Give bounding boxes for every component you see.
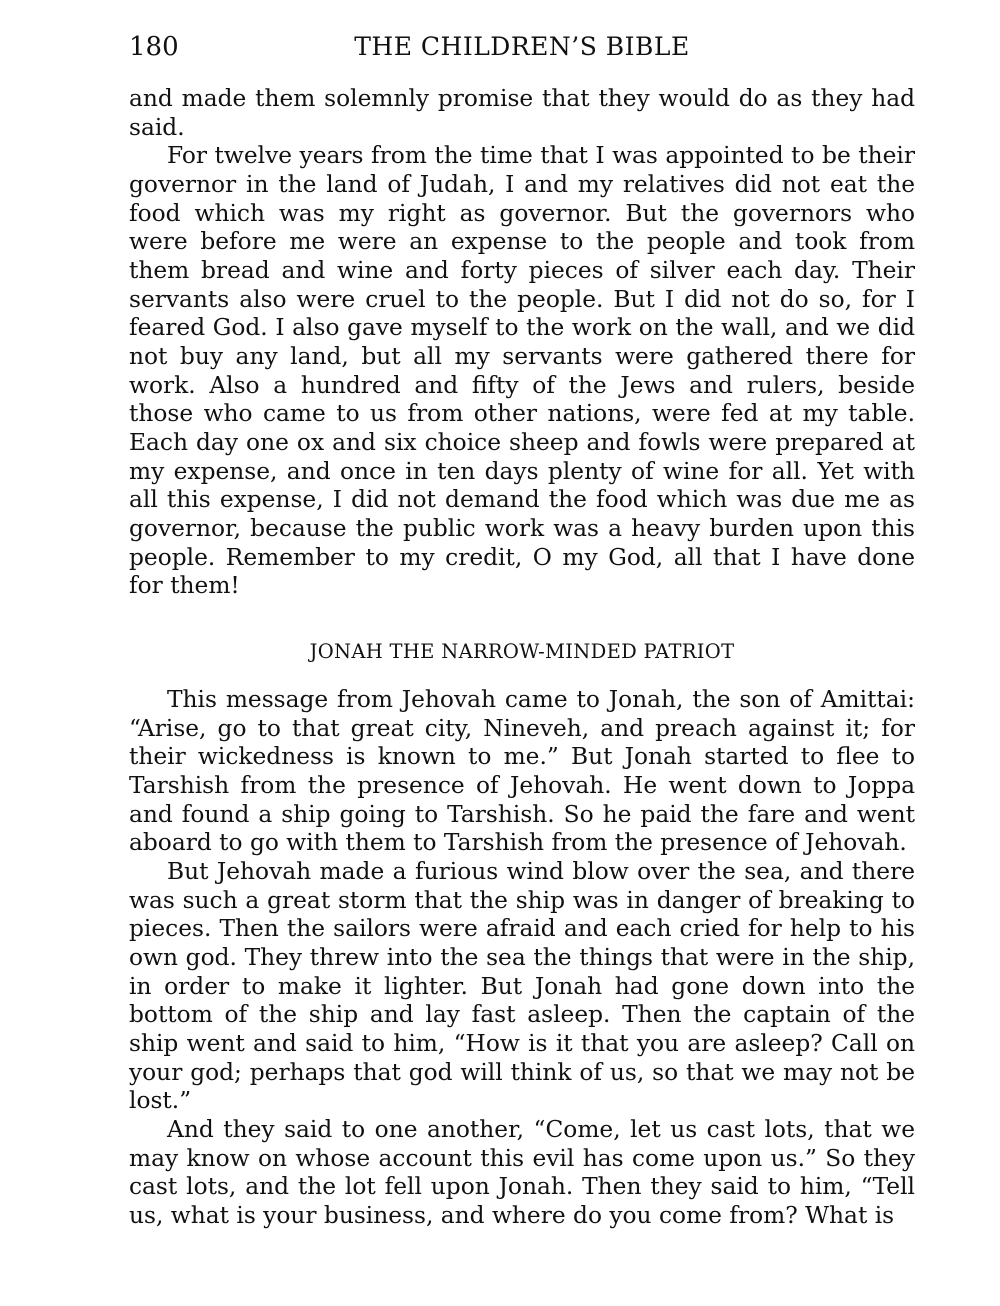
paragraph: For twelve years from the time that I was appointed to be their governor in the land of Judah, I and my relatives did not eat the food which was my right as governor. But the governors who were before me were an expense to the people and took from them bread and wine and forty pieces of silver each day. Their servants also were cruel to the people. But I did not do so, for I feared God. I also gave myself to the work on the wall, and we did not buy any land, but all my servants were gathered there for work. Also a hundred and fifty of the Jews and rulers, beside those who came to us from other nations, were fed at my table. Each day one ox and six choice sheep and fowls were prepared at my expense, and once in ten days plenty of wine for all. Yet with all this expense, I did not demand the food which was due me as governor, because the public work was a heavy burden upon this people. Remember to my credit, O my God, all that I have done for them!: [129, 142, 915, 600]
book-page: [129, 0, 915, 1229]
paragraph-continuation: and made them solemnly promise that they would do as they had said.: [129, 85, 915, 141]
running-title: THE CHILDREN’S BIBLE: [354, 32, 690, 61]
section-heading: JONAH THE NARROW-MINDED PATRIOT: [309, 640, 735, 663]
page-number: 180: [129, 32, 179, 62]
paragraph: This message from Jehovah came to Jonah, the son of Amittai: “Arise, go to that great city, Nineveh, and preach against it; for their wickedness is known to me.” But Jonah started to flee to Tarshish from the presence of Jehovah. He went down to Joppa and found a ship going to Tarshish. So he paid the fare and went aboard to go with them to Tarshish from the presence of Jehovah.: [129, 686, 915, 857]
top-section-text: [129, 85, 915, 601]
paragraph: And they said to one another, “Come, let us cast lots, that we may know on whose account this evil has come upon us.” So they cast lots, and the lot fell upon Jonah. Then they said to him, “Tell us, what is your business, and where do you come from? What is: [129, 1115, 915, 1229]
section-body-text: [129, 686, 915, 1230]
paragraph: But Jehovah made a furious wind blow over the sea, and there was such a great storm that the ship was in danger of breaking to pieces. Then the sailors were afraid and each cried for help to his own god. They threw into the sea the things that were in the ship, in order to make it lighter. But Jonah had gone down into the bottom of the ship and lay fast asleep. Then the captain of the ship went and said to him, “How is it that you are asleep? Call on your god; perhaps that god will think of us, so that we may not be lost.”: [129, 857, 915, 1115]
page-header: [129, 0, 915, 64]
